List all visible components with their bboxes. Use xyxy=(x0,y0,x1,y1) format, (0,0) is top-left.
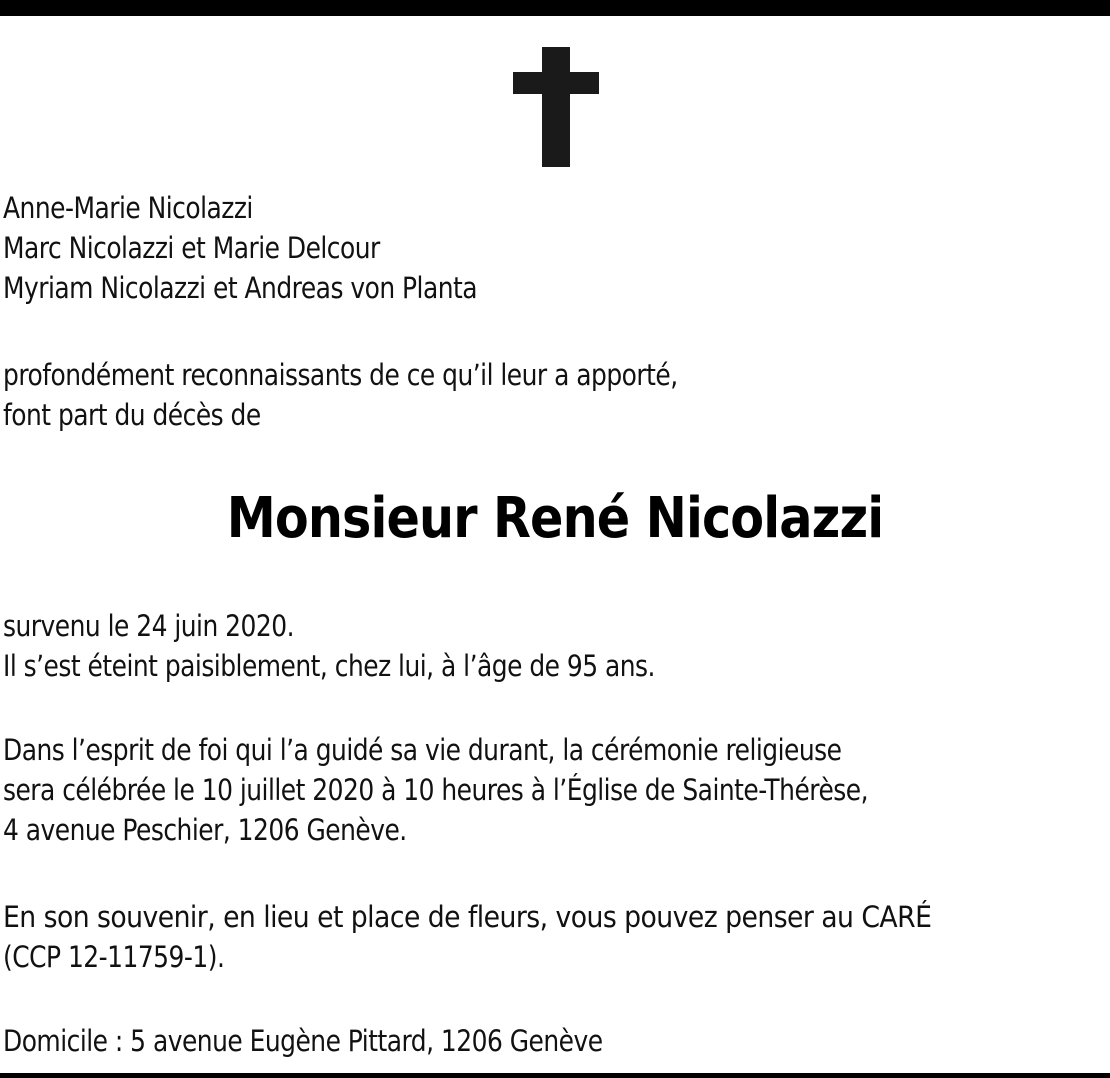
ceremony-line-2: sera célébrée le 10 juillet 2020 à 10 heures à l’Église de Sainte-Thérèse, xyxy=(3,773,869,807)
domicile-line: Domicile : 5 avenue Eugène Pittard, 1206 Genève xyxy=(3,1024,603,1058)
death-circumstance-line: Il s’est éteint paisiblement, chez lui, à l’âge de 95 ans. xyxy=(3,649,655,683)
family-members xyxy=(3,188,554,308)
intro-text xyxy=(3,355,787,435)
intro-line-2: font part du décès de xyxy=(3,398,261,432)
donation-line-2: (CCP 12-11759-1). xyxy=(3,940,225,974)
donation-line-1: En son souvenir, en lieu et place de fleurs, vous pouvez penser au CARÉ xyxy=(3,900,932,934)
family-member-3: Myriam Nicolazzi et Andreas von Planta xyxy=(3,271,478,305)
death-date-line: survenu le 24 juin 2020. xyxy=(3,609,294,643)
top-border-rule xyxy=(0,0,1110,16)
family-member-2: Marc Nicolazzi et Marie Delcour xyxy=(3,231,380,265)
bottom-border-rule xyxy=(0,1073,1110,1078)
family-member-1: Anne-Marie Nicolazzi xyxy=(3,191,253,225)
donation-details xyxy=(3,897,1012,977)
deceased-name: Monsieur René Nicolazzi xyxy=(226,486,884,551)
ceremony-details xyxy=(3,730,1009,850)
intro-line-1: profondément reconnaissants de ce qu’il leur a apporté, xyxy=(3,358,678,392)
death-details xyxy=(3,606,761,686)
latin-cross-icon xyxy=(513,47,599,167)
ceremony-line-1: Dans l’esprit de foi qui l’a guidé sa vie durant, la cérémonie religieuse xyxy=(3,733,842,767)
ceremony-line-3: 4 avenue Peschier, 1206 Genève. xyxy=(3,813,407,847)
domicile-details xyxy=(3,1021,700,1061)
